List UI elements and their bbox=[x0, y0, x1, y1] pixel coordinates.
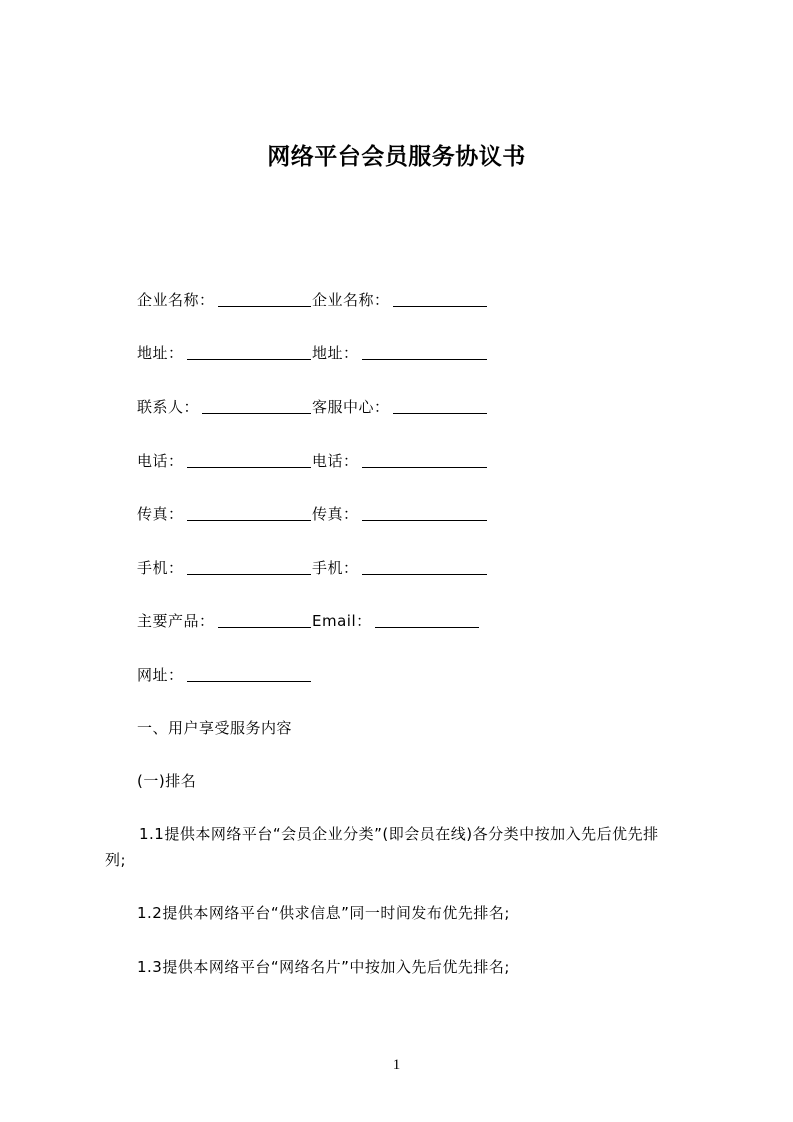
field-label: 企业名称： bbox=[137, 291, 215, 309]
page-number: 1 bbox=[392, 1057, 401, 1073]
field-row-company-name bbox=[137, 290, 488, 310]
clause-line: 1.2提供本网络平台“供求信息”同一时间发布优先排名; bbox=[137, 904, 510, 922]
field-label: 网址： bbox=[137, 666, 184, 684]
clause-line: 1.1提供本网络平台“会员企业分类”(即会员在线)各分类中按加入先后优先排 bbox=[139, 825, 659, 843]
field-label: 地址： bbox=[137, 344, 184, 362]
field-label: Email： bbox=[312, 612, 372, 630]
field-right bbox=[312, 611, 480, 631]
field-row-website bbox=[137, 665, 312, 685]
field-right bbox=[312, 290, 488, 310]
field-row-contact bbox=[137, 397, 488, 417]
field-row-mobile bbox=[137, 558, 488, 578]
blank-line bbox=[375, 627, 479, 628]
field-left bbox=[137, 504, 312, 524]
field-label: 传真： bbox=[312, 505, 359, 523]
clause-line: 列; bbox=[105, 851, 127, 869]
blank-line bbox=[393, 306, 487, 307]
field-label: 电话： bbox=[312, 452, 359, 470]
blank-line bbox=[362, 520, 487, 521]
field-left bbox=[137, 665, 312, 685]
field-left bbox=[137, 343, 312, 363]
field-left bbox=[137, 290, 312, 310]
field-left bbox=[137, 558, 312, 578]
field-label: 客服中心： bbox=[312, 398, 390, 416]
field-label: 电话： bbox=[137, 452, 184, 470]
blank-line bbox=[393, 413, 487, 414]
field-left bbox=[137, 397, 312, 417]
blank-line bbox=[202, 413, 311, 414]
field-label: 联系人： bbox=[137, 398, 200, 416]
document-title: 网络平台会员服务协议书 bbox=[267, 144, 526, 170]
blank-line bbox=[218, 627, 311, 628]
blank-line bbox=[187, 520, 311, 521]
blank-line bbox=[362, 467, 487, 468]
field-label: 主要产品： bbox=[137, 612, 215, 630]
clause-line: 1.3提供本网络平台“网络名片”中按加入先后优先排名; bbox=[137, 958, 510, 976]
blank-line bbox=[362, 574, 487, 575]
field-row-address bbox=[137, 343, 488, 363]
field-left bbox=[137, 451, 312, 471]
field-right bbox=[312, 343, 488, 363]
field-row-products-email bbox=[137, 611, 480, 631]
field-label: 手机： bbox=[137, 559, 184, 577]
field-row-phone bbox=[137, 451, 488, 471]
field-left bbox=[137, 611, 312, 631]
field-label: 手机： bbox=[312, 559, 359, 577]
field-right bbox=[312, 558, 488, 578]
blank-line bbox=[187, 359, 311, 360]
section-heading: 一、用户享受服务内容 bbox=[137, 719, 293, 737]
subsection-heading: (一)排名 bbox=[137, 772, 197, 790]
blank-line bbox=[187, 574, 311, 575]
field-row-fax bbox=[137, 504, 488, 524]
blank-line bbox=[187, 467, 311, 468]
field-label: 地址： bbox=[312, 344, 359, 362]
field-right bbox=[312, 504, 488, 524]
blank-line bbox=[187, 681, 311, 682]
blank-line bbox=[362, 359, 487, 360]
field-right bbox=[312, 397, 488, 417]
field-right bbox=[312, 451, 488, 471]
field-label: 传真： bbox=[137, 505, 184, 523]
blank-line bbox=[218, 306, 311, 307]
field-label: 企业名称： bbox=[312, 291, 390, 309]
